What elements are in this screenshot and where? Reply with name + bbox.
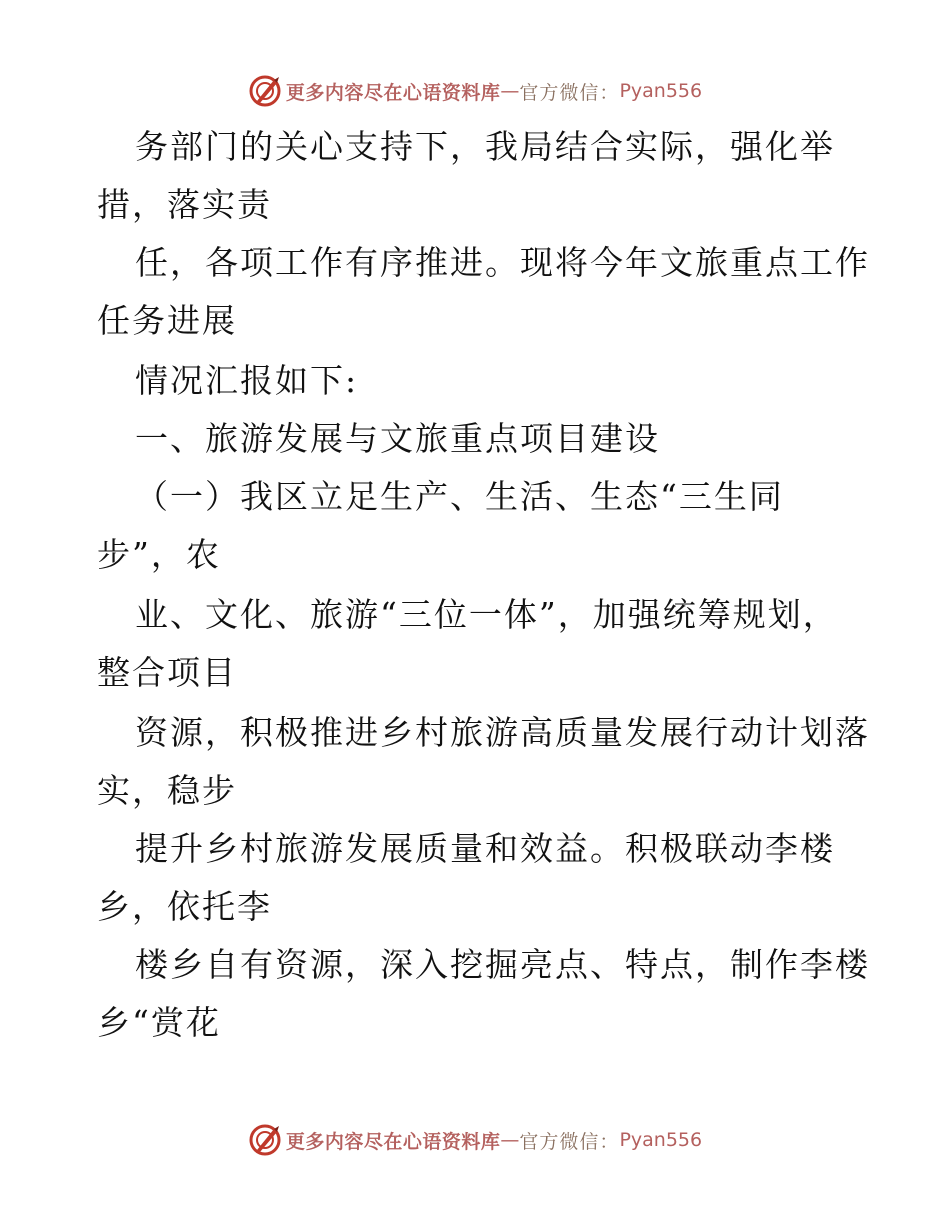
banner-wechat-id: Pyan556 [619, 1129, 703, 1151]
body-line: 资源，积极推进乡村旅游高质量发展行动计划落 [135, 713, 870, 752]
banner-separator: — [500, 1129, 520, 1151]
body-line: 任，各项工作有序推进。现将今年文旅重点工作 [135, 243, 870, 282]
body-line: 措，落实责 [97, 185, 272, 224]
section-heading: 一、旅游发展与文旅重点项目建设 [135, 419, 660, 458]
footer-banner [0, 1120, 950, 1160]
body-line: 乡“赏花 [97, 1003, 221, 1042]
banner-title: 更多内容尽在心语资料库 [285, 1130, 501, 1153]
body-line: 提升乡村旅游发展质量和效益。积极联动李楼 [135, 829, 835, 868]
body-line: 业、文化、旅游“三位一体”，加强统筹规划， [135, 595, 838, 634]
banner-wechat-id: Pyan556 [619, 80, 703, 102]
body-line: 步”，农 [97, 535, 221, 574]
body-line: （一）我区立足生产、生活、生态“三生同 [135, 477, 784, 516]
banner-wechat-label: 官方微信： [519, 1130, 620, 1153]
body-line: 任务进展 [97, 301, 237, 340]
banner-wechat-label: 官方微信： [519, 81, 620, 104]
body-line: 情况汇报如下: [135, 361, 359, 400]
quill-seal-logo-icon [248, 1123, 282, 1157]
quill-seal-logo-icon [248, 74, 282, 108]
body-line: 楼乡自有资源，深入挖掘亮点、特点，制作李楼 [135, 945, 870, 984]
body-line: 务部门的关心支持下，我局结合实际，强化举 [135, 127, 835, 166]
body-line: 实，稳步 [97, 771, 237, 810]
banner-separator: — [500, 80, 520, 102]
body-line: 整合项目 [97, 653, 237, 692]
header-banner [0, 71, 950, 111]
banner-title: 更多内容尽在心语资料库 [285, 81, 501, 104]
body-line: 乡，依托李 [97, 887, 272, 926]
